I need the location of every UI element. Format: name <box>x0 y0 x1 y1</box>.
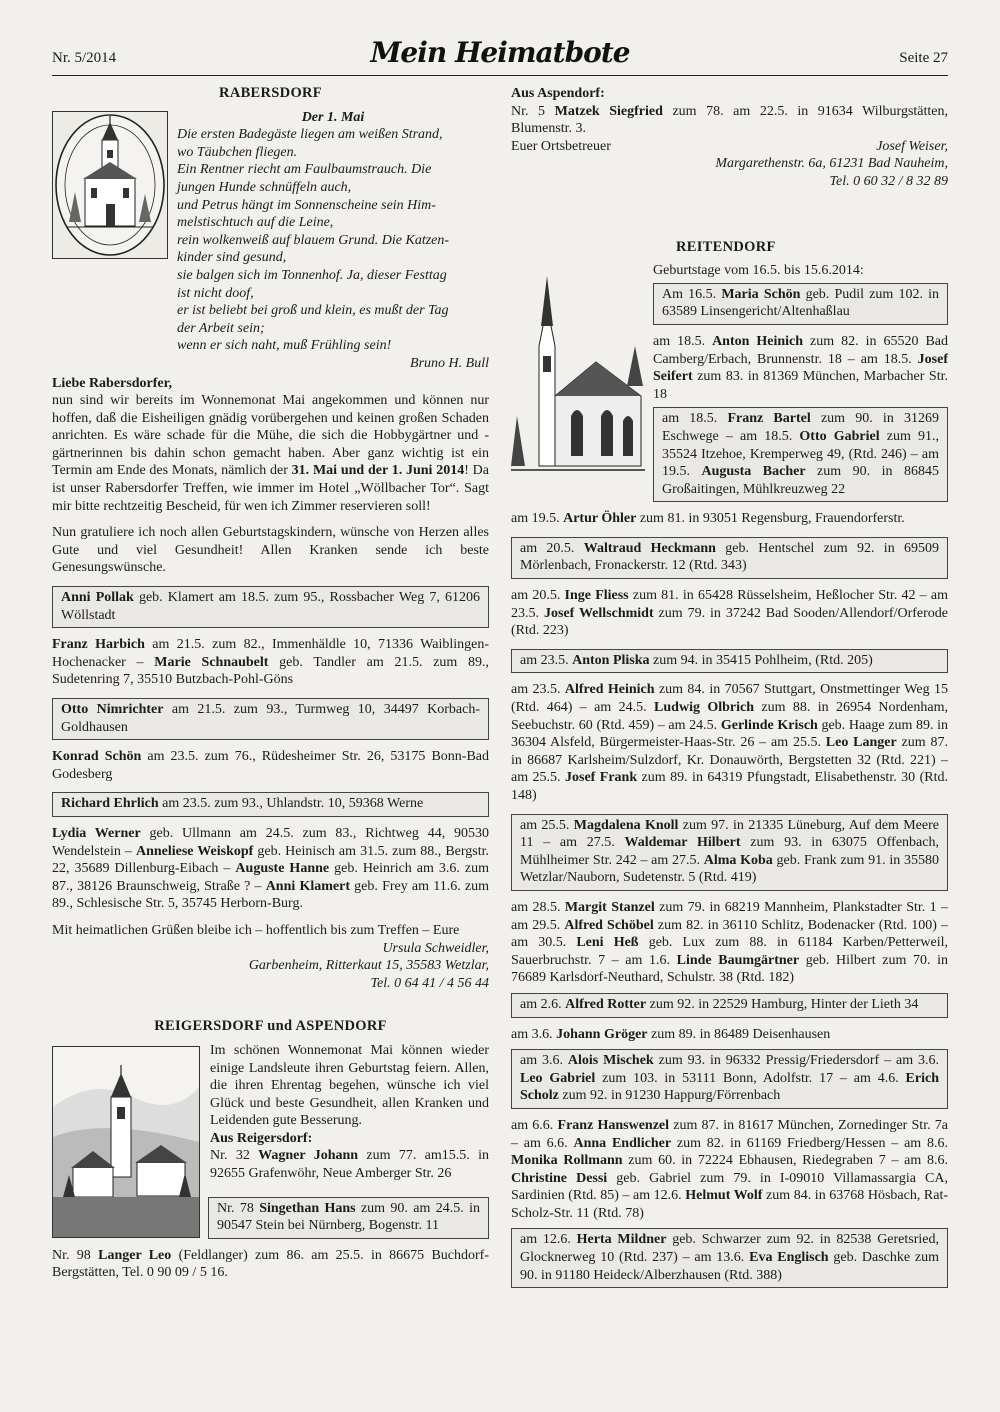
person-name: Leni Heß <box>576 935 639 951</box>
person-name: Erich Scholz <box>520 1070 939 1104</box>
person-name: Matzek Siegfried <box>554 103 663 119</box>
closing-paragraph: Mit heimatlichen Grüßen bleibe ich – hoffentlich bis zum Treffen – Eure <box>52 922 460 938</box>
date: am 23.5. <box>511 682 565 698</box>
entry-text: zum 82. in 61169 Friedberg/Hessen – am 8.6. <box>671 1135 948 1151</box>
entry-text: am 21.5. zum 82., Immenhäldle 10, 71336 Waiblingen-Hochenacker – <box>52 637 490 670</box>
entry-text: zum 81. in 65428 Rüsselsheim, Heßlocher Str. 42 – am 23.5. <box>511 588 949 621</box>
poem-line: er ist beliebt bei groß und klein, es mußt der Tag <box>177 303 449 319</box>
date: am 18.5. <box>653 333 713 349</box>
person-name: Franz Hanswenzel <box>557 1117 670 1133</box>
date: am 12.6. <box>520 1232 577 1248</box>
person-name: Leo Gabriel <box>520 1070 596 1086</box>
entry-text: geb. Heinisch am 31.5. zum 88., Bergstr. 22, 35689 Dillenburg-Eibach – <box>52 843 490 877</box>
person-name: Margit Stanzel <box>564 899 655 915</box>
person-name: Otto Gabriel <box>799 428 880 444</box>
birthday-entry <box>52 748 489 783</box>
entry-text: zum 79. in 68219 Mannheim, Plankstadter Str. 1 – am 29.5. <box>511 899 948 933</box>
entry-text: zum 88. in 26954 Nordenham, Seebuchstr. 60 (Rtd. 459) – am 24.5. <box>511 700 948 733</box>
entry-text: zum 78. am 22.5. in 91634 Wilburgstätten, Blumenstr. 3. <box>511 103 948 137</box>
birthday-box <box>653 407 948 502</box>
person-name: Alfred Schöbel <box>564 917 654 933</box>
entry-text: geb. Ullmann am 24.5. zum 83., Richtweg 44, 90530 Wendelstein – <box>52 825 489 859</box>
person-name: Singethan Hans <box>259 1200 356 1216</box>
entry-text: zum 82. in 65520 Bad Camberg/Erbach, Brunnenstr. 18 – am 18.5. <box>653 333 948 367</box>
birthday-entry <box>511 681 948 804</box>
poem-line: Die ersten Badegäste liegen am weißen Strand, <box>177 127 443 143</box>
person-name: Waldemar Hilbert <box>624 835 741 851</box>
reigersdorf-intro: Im schönen Wonnemonat Mai können wieder einige Landsleute ihren Geburtstag feiern. Allen, die ihren Ehrentag begehen, wünsche ich viel Glück und beste Gesundheit, allen Kranken und Leidenden gute Besserung. <box>210 1042 489 1129</box>
person-name: Auguste Hanne <box>235 861 330 877</box>
poem-author: Bruno H. Bull <box>410 355 489 371</box>
birthday-box <box>653 283 948 325</box>
entry-text: zum 92. in 22529 Hamburg, Hinter der Lieth 34 <box>646 996 919 1012</box>
person-name: Gerlinde Krisch <box>720 717 818 733</box>
poem-line: sie balgen sich im Tonnenhof. Ja, dieser Festtag <box>177 267 447 283</box>
birthday-entry <box>511 1117 948 1223</box>
date: am 3.6. <box>511 1026 557 1042</box>
entry-text: geb. Heinrich am 3.6. zum 87., 38126 Braunschweig, Straße ? – <box>52 861 489 894</box>
intro-paragraph <box>52 392 489 515</box>
person-name: Josef Seifert <box>653 351 948 385</box>
person-name: Anton Heinich <box>712 333 804 349</box>
date: am 20.5. <box>511 588 565 604</box>
person-name: Alma Koba <box>703 852 773 868</box>
signature-address: Garbenheim, Ritterkaut 15, 35583 Wetzlar, <box>248 958 489 974</box>
birthday-box <box>52 698 489 740</box>
entry-text: zum 83. in 81369 München, Marbacher Str. 18 <box>653 369 948 402</box>
date: am 19.5. <box>511 511 564 527</box>
poem <box>177 109 489 373</box>
entry-text: zum 97. in 21335 Lüneburg, Auf dem Meere 11 – am 27.5. <box>520 817 939 851</box>
house-number: Nr. 78 <box>217 1200 260 1216</box>
poem-line: rein wolkenweiß auf blauem Grund. Die Katzen- <box>177 232 450 248</box>
person-name: Maria Schön <box>721 286 801 302</box>
person-name: Anni Pollak <box>61 590 134 606</box>
gothic-church-illustration <box>511 266 645 480</box>
entry-text: zum 89. in 86489 Deisenhausen <box>647 1026 831 1042</box>
person-name: Artur Öhler <box>563 511 637 527</box>
intro-text: nun sind wir bereits im Wonnemonat Mai angekommen und können nur hoffen, daß die Eisheiligen gnädig vorübergehen und keinen großen Schaden anrichten. Es wäre schade für die Mühe, die sich die Hobbygärtner und -gärtnerinnen bis dahin schon gemacht haben. Aber ganz wichtig ist ein Termin am Ende des Monats, nämlich der <box>52 393 489 479</box>
entry-text: (Feldlanger) zum 86. am 25.5. in 86675 Buchdorf-Bergstätten, Tel. 0 90 09 / 5 16. <box>52 1247 490 1281</box>
house-number: Nr. 32 <box>210 1148 259 1164</box>
birthday-box <box>52 792 489 817</box>
issue-number: Nr. 5/2014 <box>52 50 117 66</box>
birthday-entry <box>52 1247 489 1282</box>
entry-text: zum 90. in 86845 Großaitingen, Mühlkreuzweg 22 <box>662 464 940 497</box>
entry-text: zum 90. am 24.5. in 90547 Stein bei Nürnberg, Bogenstr. 11 <box>217 1200 480 1234</box>
date: am 2.6. <box>520 996 566 1012</box>
entry-text: geb. Hilbert zum 70. in 76689 Karlsdorf-Neuthard, Schulstr. 38 (Rtd. 182) <box>511 952 948 986</box>
person-name: Linde Baumgärtner <box>676 952 800 968</box>
entry-text: zum 77. am15.5. in 92655 Grafenwöhr, Neue Amberger Str. 26 <box>210 1148 489 1182</box>
person-name: Anni Klamert <box>265 878 350 894</box>
person-name: Leo Langer <box>825 735 897 751</box>
entry-text: am 21.5. zum 93., Turmweg 10, 34497 Korbach-Goldhausen <box>61 702 480 735</box>
person-name: Josef Frank <box>565 770 638 786</box>
rabersdorf-heading: RABERSDORF <box>219 85 322 101</box>
date-range: Geburtstage vom 16.5. bis 15.6.2014: <box>653 263 864 279</box>
person-name: Alois Mischek <box>567 1053 654 1069</box>
date: am 23.5. <box>520 652 573 668</box>
from-aspendorf: Aus Aspendorf: <box>511 86 605 101</box>
person-name: Anna Endlicher <box>573 1135 672 1151</box>
birthday-entry <box>52 636 489 689</box>
date: am 20.5. <box>520 540 584 556</box>
entry-text: zum 60. in 72224 Ebhausen, Riedegraben 7 – am 8.6. <box>622 1153 948 1169</box>
person-name: Magdalena Knoll <box>573 817 679 833</box>
entry-text: zum 103. in 53111 Bonn, Adolfstr. 17 – am 4.6. <box>595 1070 906 1086</box>
signature-phone: Tel. 0 64 41 / 4 56 44 <box>370 975 489 991</box>
birthday-box <box>511 537 948 579</box>
poem-line: jungen Hunde schnüffeln auch, <box>177 179 352 195</box>
poem-line: kinder sind gesund, <box>177 250 287 266</box>
birthday-box <box>511 1228 948 1288</box>
greeting: Liebe Rabersdorfer, <box>52 375 173 391</box>
header-rule <box>52 75 948 76</box>
date: am 18.5. <box>662 411 728 427</box>
person-name: Franz Bartel <box>727 411 811 427</box>
person-name: Christine Dessi <box>511 1170 608 1186</box>
person-name: Eva Englisch <box>749 1250 829 1266</box>
person-name: Richard Ehrlich <box>61 796 159 812</box>
birthday-entry <box>511 899 948 987</box>
wishes-paragraph: Nun gratuliere ich noch allen Geburtstagskindern, wünsche von Herzen alles Gute und viel Gesundheit! Allen Kranken sende ich beste Genesungswünsche. <box>52 525 489 576</box>
person-name: Franz Harbich <box>52 637 145 653</box>
poem-line: wenn er sich naht, muß Frühling sein! <box>177 338 392 354</box>
poem-line: wo Täubchen fliegen. <box>177 144 298 160</box>
left-column <box>52 85 489 1282</box>
church-seal-illustration <box>52 111 168 259</box>
reigersdorf-heading: REIGERSDORF und ASPENDORF <box>154 1018 387 1035</box>
birthday-entry <box>511 510 948 528</box>
person-name: Helmut Wolf <box>685 1188 763 1204</box>
person-name: Wagner Johann <box>258 1148 359 1164</box>
signature-name: Ursula Schweidler, <box>382 940 489 956</box>
person-name: Augusta Bacher <box>701 464 806 480</box>
intro-text: ! Da ist unser Rabersdorfer Treffen, wie immer im Hotel „Wöllbacher Tor“. Sagt mir bitte rechtzeitig Bescheid, für wen ich Zimmer reservieren soll! <box>52 463 489 514</box>
person-name: Anton Pliska <box>572 652 650 668</box>
meeting-date: 31. Mai und der 1. Juni 2014 <box>291 463 465 479</box>
entry-text: geb. Tandler am 21.5. zum 89., Sudetenring 7, 35510 Butzbach-Pohl-Göns <box>52 654 489 688</box>
date: am 28.5. <box>511 899 565 915</box>
entry-text: geb. Gabriel zum 79. in I-09010 Villamassargia CA, Sardinien (Rtd. 85) – am 12.6. <box>511 1170 948 1204</box>
poem-line: Ein Rentner riecht am Faulbaumstrauch. Die <box>177 162 432 178</box>
birthday-box <box>511 1049 948 1109</box>
person-name: Lydia Werner <box>52 825 141 841</box>
date: am 25.5. <box>520 817 574 833</box>
church-seal-icon <box>53 112 167 258</box>
village-church-icon <box>53 1047 199 1237</box>
person-name: Herta Mildner <box>576 1232 667 1248</box>
signature-phone: Tel. 0 60 32 / 8 32 89 <box>829 173 948 189</box>
signature-role: Euer Ortsbetreuer <box>511 138 611 154</box>
entry-text: geb. Klamert am 18.5. zum 95., Rossbacher Weg 7, 61206 Wöllstadt <box>61 590 480 623</box>
person-name: Otto Nimrichter <box>61 702 164 717</box>
person-name: Langer Leo <box>98 1247 172 1263</box>
gothic-church-icon <box>511 266 645 480</box>
birthday-box <box>511 993 948 1018</box>
date: am 6.6. <box>511 1117 558 1133</box>
person-name: Alfred Rotter <box>565 996 647 1012</box>
entry-text: zum 91., 35524 Itzehoe, Kremperweg 49, (Rtd. 246) – am 19.5. <box>662 428 939 480</box>
entry-text: zum 90. in 31269 Eschwege – am 18.5. <box>662 411 939 444</box>
birthday-entry <box>511 103 948 138</box>
poem-line: melstischtuch auf die Leine, <box>177 215 334 231</box>
person-name: Waltraud Heckmann <box>583 540 716 556</box>
person-name: Konrad Schön <box>52 749 142 765</box>
entry-text: zum 87. in 81617 München, Zornedinger Str. 7a – am 6.6. <box>511 1117 949 1151</box>
birthday-entry <box>511 587 948 640</box>
poem-line: und Petrus hängt im Sonnenscheine sein Him- <box>177 197 436 213</box>
entry-text: zum 87. in 86687 Karlsheim/Sulzdorf, Kr. Donauwörth, Bergstetten 32 (Rtd. 221) – am 25.5. <box>511 735 948 786</box>
date: am 3.6. <box>520 1053 568 1069</box>
birthday-box <box>52 586 489 628</box>
person-name: Ludwig Olbrich <box>654 700 755 716</box>
person-name: Anneliese Weiskopf <box>135 843 254 859</box>
entry-text: geb. Schwarzer zum 92. in 82538 Geretsried, Glocknerweg 10 (Rtd. 237) – am 13.6. <box>520 1232 939 1266</box>
masthead-logo: Mein Heimatbote <box>370 36 630 69</box>
reitendorf-heading: REITENDORF <box>676 238 776 255</box>
entry-text: zum 89. in 64319 Pfungstadt, Elisabethenstr. 30 (Rtd. 148) <box>511 770 948 803</box>
person-name: Johann Gröger <box>556 1026 648 1042</box>
house-number: Nr. 5 <box>511 103 555 119</box>
person-name: Monika Rollmann <box>511 1153 623 1169</box>
entry-text: geb. Pudil zum 102. in 63589 Linsengericht/Altenhaßlau <box>662 286 940 320</box>
entry-text: geb. Haage zum 89. in 36304 Alsfeld, Bürgermeister-Haas-Str. 26 – am 25.5. <box>511 717 949 751</box>
from-reigersdorf: Aus Reigersdorf: <box>210 1130 313 1146</box>
entry-text: zum 84. in 63768 Hösbach, Rat-Scholz-Str. 11 (Rtd. 78) <box>511 1188 949 1221</box>
birthday-entry <box>52 825 489 913</box>
entry-text: geb. Frank zum 91. in 35580 Wetzlar/Nauborn, Sudetenstr. 5 (Rtd. 419) <box>520 852 939 886</box>
page-number: Seite 27 <box>899 50 948 66</box>
signature-name: Josef Weiser, <box>876 138 948 154</box>
birthday-box <box>511 814 948 891</box>
entry-text: geb. Frey am 11.6. zum 89., Schlesische Str. 5, 35745 Herborn-Burg. <box>52 878 489 912</box>
poem-line: der Arbeit sein; <box>177 320 265 336</box>
poem-line: ist nicht doof, <box>177 285 254 301</box>
entry-text: zum 82. in 36110 Schlitz, Bodenacker (Rtd. 100) – am 30.5. <box>511 917 948 951</box>
poem-title: Der 1. Mai <box>301 109 365 125</box>
signature-address: Margarethenstr. 6a, 61231 Bad Nauheim, <box>715 156 948 172</box>
entry-text: zum 92. in 91230 Happurg/Förrenbach <box>558 1088 781 1104</box>
entry-text: am 23.5. zum 76., Rüdesheimer Str. 26, 53175 Bonn-Bad Godesberg <box>52 749 489 782</box>
entry-text: zum 81. in 93051 Regensburg, Frauendorferstr. <box>636 511 905 527</box>
person-name: Josef Wellschmidt <box>543 605 654 621</box>
house-number: Nr. 98 <box>52 1247 99 1263</box>
entry-text: geb. Daschke zum 90. in 91180 Heideck/Alberzhausen (Rtd. 388) <box>520 1250 939 1283</box>
birthday-entry <box>511 1026 948 1044</box>
birthday-box <box>208 1197 489 1239</box>
village-illustration <box>52 1046 200 1238</box>
entry-text: geb. Lux zum 88. in 61184 Karben/Petterweil, Sauerbruchstr. 7 – am 1.6. <box>511 935 948 968</box>
person-name: Inge Fliess <box>564 588 629 604</box>
entry-text: am 23.5. zum 93., Uhlandstr. 10, 59368 Werne <box>158 796 424 812</box>
entry-text: zum 84. in 70567 Stuttgart, Onstmettinger Weg 15 (Rtd. 464) – am 24.5. <box>511 682 948 716</box>
aspendorf-signature <box>511 138 948 191</box>
person-name: Marie Schnaubelt <box>154 654 269 670</box>
entry-text: zum 94. in 35415 Pohlheim, (Rtd. 205) <box>649 652 873 668</box>
birthday-box <box>511 649 948 674</box>
entry-text: zum 93. in 63075 Offenbach, Mühlheimer Str. 242 – am 27.5. <box>520 835 939 868</box>
person-name: Alfred Heinich <box>564 682 655 698</box>
right-column <box>511 85 948 1296</box>
entry-text: zum 93. in 96332 Pressig/Friedersdorf – am 3.6. <box>653 1053 940 1069</box>
entry-text: geb. Hentschel zum 92. in 69509 Mörlenbach, Fronackerstr. 12 (Rtd. 343) <box>520 540 940 574</box>
entry-text: zum 79. in 37242 Bad Sooden/Allendorf/Orferode (Rtd. 223) <box>511 605 949 639</box>
date: Am 16.5. <box>662 286 722 302</box>
